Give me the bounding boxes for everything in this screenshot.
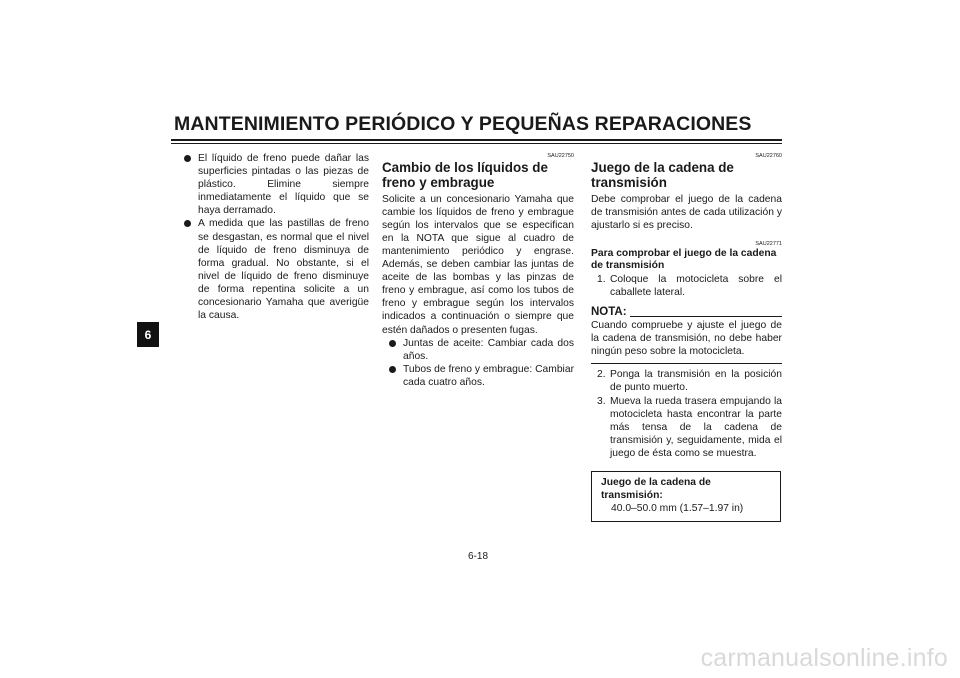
step-item — [591, 273, 782, 299]
section-body: Solicite a un concesionario Yamaha que cambie los líquidos de freno y embrague según los intervalos que se especifican en la NOTA que sigue al cuadro de mantenimiento periódico y engrase. Además, se deben cambiar las juntas de aceite de las bombas y las pinzas de freno y embrague, así como los tubos de freno y embrague según los intervalos indicados a continuación o siempre que estén dañados o presenten fugas. — [382, 193, 574, 336]
note-header — [591, 306, 782, 319]
bullet-icon — [184, 220, 191, 227]
note-text: Cuando compruebe y ajuste el juego de la cadena de transmisión, no debe haber ningún peso sobre la motocicleta. — [591, 320, 782, 358]
column-2 — [382, 152, 574, 389]
note-end-rule — [591, 363, 782, 364]
subsection-code: SAU22771 — [755, 240, 782, 247]
chapter-tab: 6 — [137, 322, 159, 347]
section-heading: Juego de la cadena de transmisión — [591, 160, 734, 190]
title-rule-thin — [171, 143, 782, 144]
section-heading: Cambio de los líquidos de freno y embrague — [382, 160, 548, 190]
step-number: 2. — [597, 369, 606, 381]
column-3 — [591, 152, 782, 522]
spec-box — [591, 471, 781, 522]
bullet-icon — [389, 340, 396, 347]
step-number: 3. — [597, 395, 606, 407]
title-rule-thick — [171, 139, 782, 141]
bullet-text: Juntas de aceite: Cambiar cada dos años. — [403, 337, 574, 362]
step-item — [591, 395, 782, 460]
step-number: 1. — [597, 273, 606, 285]
column-1 — [184, 152, 369, 322]
page-title: MANTENIMIENTO PERIÓDICO Y PEQUEÑAS REPARACIONES — [174, 113, 752, 135]
step-item — [591, 368, 782, 394]
note-rule — [630, 316, 782, 317]
bullet-icon — [389, 366, 396, 373]
note-label: NOTA: — [591, 306, 627, 319]
bullet-icon — [184, 155, 191, 162]
section-code: SAU22750 — [547, 153, 574, 159]
spec-title: Juego de la cadena de transmisión: — [601, 477, 711, 502]
bullet-text: A medida que las pastillas de freno se desgastan, es normal que el nivel de líquido de freno disminuya de forma gradual. No obstante, si el nivel de líquido de freno disminuye de forma repentina solicite a un concesionario Yamaha que averigüe la causa. — [198, 218, 369, 322]
step-text: Mueva la rueda trasera empujando la motocicleta hasta encontrar la parte más tensa de la cadena de transmisión y, seguidamente, mida el juego de ésta como se muestra. — [610, 395, 782, 459]
bullet-item — [184, 152, 369, 217]
bullet-item — [184, 217, 369, 322]
bullet-text: Tubos de freno y embrague: Cambiar cada cuatro años. — [403, 363, 574, 388]
step-text: Ponga la transmisión en la posición de punto muerto. — [610, 369, 782, 394]
bullet-item — [389, 363, 574, 389]
page-number: 6-18 — [468, 551, 489, 562]
watermark: carmanualsonline.info — [700, 644, 948, 672]
section-code: SAU22760 — [755, 153, 782, 159]
spec-value: 40.0–50.0 mm (1.57–1.97 in) — [611, 503, 744, 515]
step-text: Coloque la motocicleta sobre el caballete lateral. — [610, 273, 782, 298]
bullet-item — [389, 337, 574, 363]
bullet-text: El líquido de freno puede dañar las superficies pintadas o las piezas de plástico. Elimine siempre inmediatamente el líquido que se haya derramado. — [198, 153, 369, 217]
section-intro: Debe comprobar el juego de la cadena de transmisión antes de cada utilización y ajustarlo si es preciso. — [591, 193, 782, 231]
subsection-heading: Para comprobar el juego de la cadena de transmisión — [591, 247, 777, 272]
